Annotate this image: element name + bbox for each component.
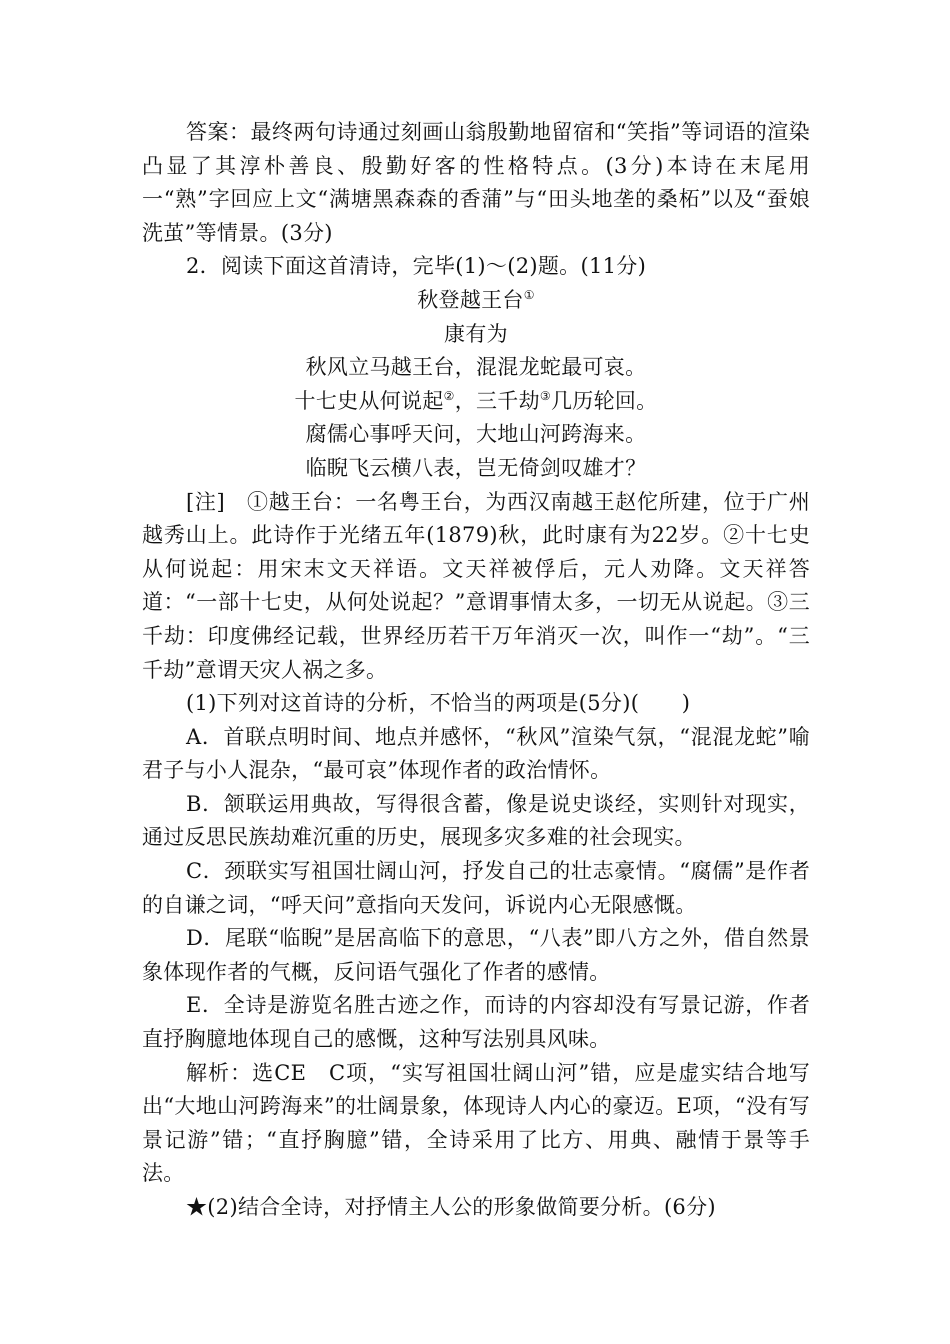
poem-line: 秋风立马越王台，混混龙蛇最可哀。 <box>305 355 647 380</box>
notes-paragraph: [注] ①越王台：一名粤王台，为西汉南越王赵佗所建，位于广州越秀山上。此诗作于光绪五年(1879)秋，此时康有为22岁。②十七史从何说起：用宋末文天祥语。文天祥被俘后，元人劝降。文天祥答道：“一部十七史，从何处说起？”意谓事情太多，一切无从说起。③三千劫：印度佛经记载，世界经历若干万年消灭一次，叫作一“劫”。“三千劫”意谓天灾人祸之多。 <box>142 489 810 682</box>
option-d: D．尾联“临睨”是居高临下的意思，“八表”即八方之外，借自然景象体现作者的气概，反问语气强化了作者的感情。 <box>142 926 810 984</box>
option-b: B．颔联运用典故，写得很含蓄，像是说史谈经，实则针对现实，通过反思民族劫难沉重的历史，展现多灾多难的社会现实。 <box>142 791 810 850</box>
footnote-mark: ① <box>523 287 535 302</box>
poem-line <box>142 385 810 419</box>
poem-line-part: ，三千劫 <box>454 388 540 413</box>
footnote-mark: ② <box>443 388 455 403</box>
option-c: C．颈联实写祖国壮阔山河，抒发自己的壮志豪情。“腐儒”是作者的自谦之词，“呼天问”意指向天发问，诉说内心无限感慨。 <box>142 859 810 917</box>
poem-line: 腐儒心事呼天问，大地山河跨海来。 <box>305 422 647 447</box>
option-a: A．首联点明时间、地点并感怀，“秋风”渲染气氛，“混混龙蛇”喻君子与小人混杂，“最可哀”体现作者的政治情怀。 <box>142 724 810 783</box>
option-e: E．全诗是游览名胜古迹之作，而诗的内容却没有写景记游，作者直抒胸臆地体现自己的感慨，这种写法别具风味。 <box>142 993 810 1052</box>
poem-line: 临睨飞云横八表，岂无倚剑叹雄才？ <box>305 455 647 480</box>
poem-title <box>142 284 810 318</box>
poem-author: 康有为 <box>444 321 508 346</box>
sub-question-2-prompt: ★(2)结合全诗，对抒情主人公的形象做简要分析。(6分) <box>186 1195 716 1219</box>
sub-question-1-prompt: (1)下列对这首诗的分析，不恰当的两项是(5分)( ) <box>186 691 691 716</box>
document-page <box>142 116 810 1225</box>
answer-paragraph: 答案：最终两句诗通过刻画山翁殷勤地留宿和“笑指”等词语的渲染凸显了其淳朴善良、殷勤好客的性格特点。(3分)本诗在末尾用一“熟”字回应上文“满塘黑森森的香蒲”与“田头地垄的桑柘”以及“蚕娘洗茧”等情景。(3分) <box>142 120 810 245</box>
footnote-mark: ③ <box>539 388 551 403</box>
poem-title-text: 秋登越王台 <box>417 287 524 312</box>
poem-line-part: 十七史从何说起 <box>294 388 444 413</box>
analysis-paragraph: 解析：选CE C项，“实写祖国壮阔山河”错，应是虚实结合地写出“大地山河跨海来”的壮阔景象，体现诗人内心的豪迈。E项，“没有写景记游”错；“直抒胸臆”错，全诗采用了比方、用典、融情于景等手法。 <box>142 1060 810 1186</box>
question-2-prompt: 2．阅读下面这首清诗，完毕(1)～(2)题。(11分) <box>186 254 647 279</box>
poem-line-part: 几历轮回。 <box>550 388 658 413</box>
